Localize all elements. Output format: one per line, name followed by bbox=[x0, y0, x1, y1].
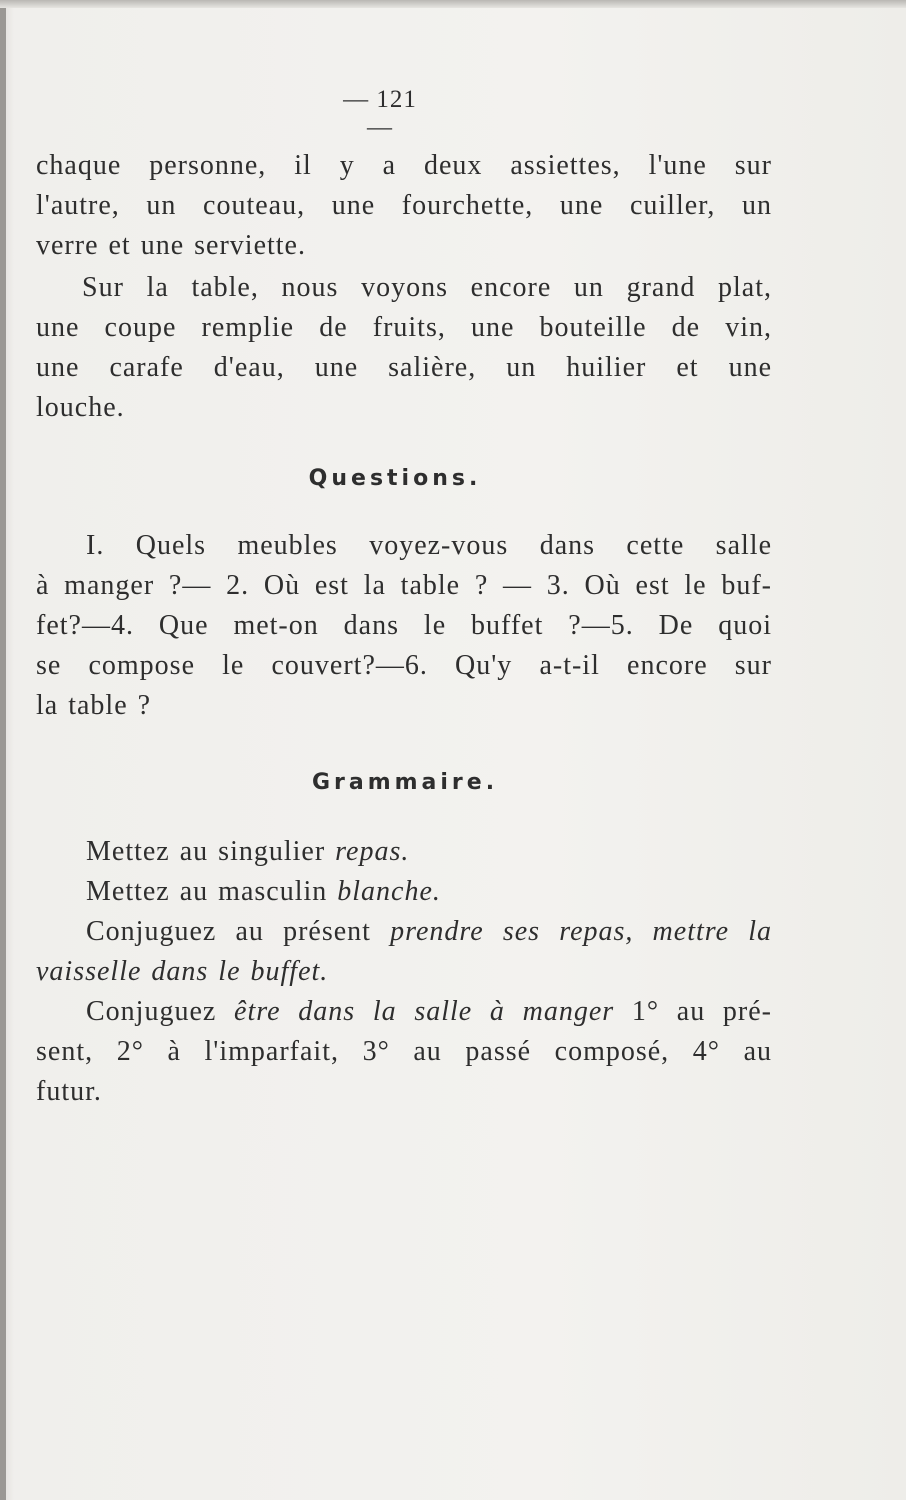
exercise-conjugate-tenses bbox=[86, 992, 772, 1032]
text-line: futur. bbox=[36, 1076, 102, 1107]
text-line: la table ? bbox=[36, 690, 152, 721]
text-line: une coupe remplie de fruits, une bouteille de vin, bbox=[36, 312, 772, 343]
questions-paragraph bbox=[36, 526, 772, 726]
text-line: l'autre, un couteau, une fourchette, une cuiller, un bbox=[36, 190, 772, 221]
exercise-masculine bbox=[86, 872, 772, 912]
text-line: fet?—4. Que met-on dans le buffet ?—5. De quoi bbox=[36, 610, 772, 641]
grammar-heading: Grammaire. bbox=[311, 770, 499, 795]
exercise-text: Conjuguez au présent bbox=[86, 916, 391, 947]
text-line: chaque personne, il y a deux assiettes, l'une sur bbox=[36, 150, 772, 181]
grammar-exercises bbox=[36, 832, 772, 1112]
exercise-conjugate-present bbox=[86, 912, 772, 952]
text-line: une carafe d'eau, une salière, un huilier et une bbox=[36, 352, 772, 383]
text-line: se compose le couvert?—6. Qu'y a-t-il encore sur bbox=[36, 650, 772, 681]
description-paragraph bbox=[36, 146, 772, 266]
exercise-text: 1° au pré- bbox=[614, 996, 772, 1027]
text-line: à manger ?— 2. Où est la table ? — 3. Où est le buf- bbox=[36, 570, 772, 601]
text-line: Sur la table, nous voyons encore un grand plat, bbox=[82, 272, 772, 303]
page-number: — 121 — bbox=[343, 86, 417, 141]
text-line: I. Quels meubles voyez-vous dans cette salle bbox=[86, 530, 772, 561]
exercise-text: Conjuguez bbox=[86, 996, 235, 1027]
text-line: louche. bbox=[36, 392, 125, 423]
text-line: sent, 2° à l'imparfait, 3° au passé composé, 4° au bbox=[36, 1036, 772, 1067]
exercise-phrase: prendre ses repas, mettre la bbox=[390, 916, 772, 947]
page-binding-edge bbox=[0, 0, 6, 1500]
exercise-word: blanche. bbox=[337, 876, 441, 907]
exercise-phrase: vaisselle dans le buffet. bbox=[36, 956, 329, 987]
questions-heading: Questions. bbox=[308, 466, 482, 491]
exercise-singular bbox=[86, 832, 772, 872]
exercise-word: repas. bbox=[335, 836, 410, 867]
exercise-text: Mettez au masculin bbox=[86, 876, 338, 907]
page-top-edge bbox=[0, 0, 906, 8]
exercise-phrase: être dans la salle à manger bbox=[234, 996, 615, 1027]
exercise-text: Mettez au singulier bbox=[86, 836, 336, 867]
exercise-conjugate-present-cont bbox=[36, 952, 772, 992]
table-paragraph bbox=[36, 268, 772, 428]
text-line: verre et une serviette. bbox=[36, 230, 306, 261]
